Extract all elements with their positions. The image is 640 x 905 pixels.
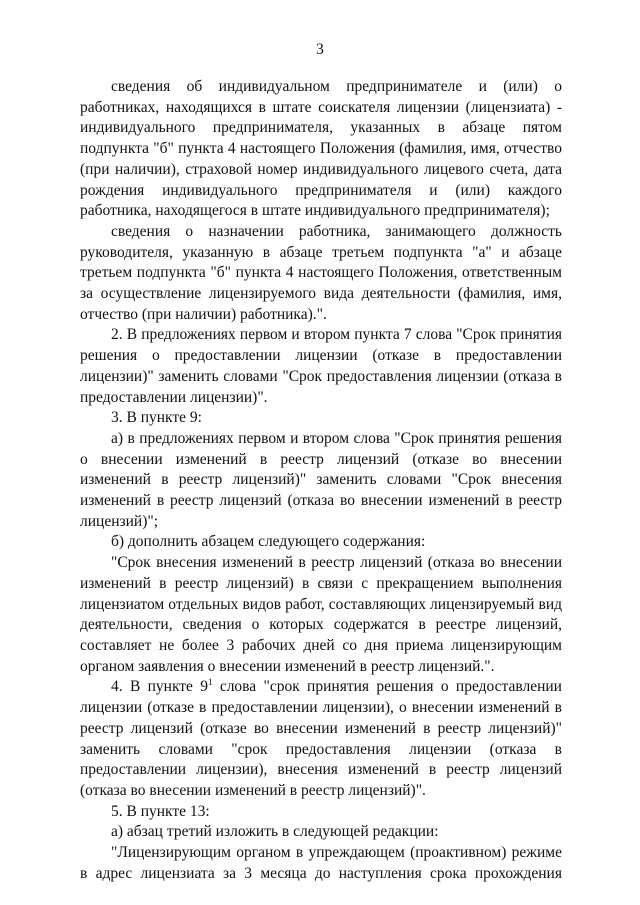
paragraph-individual-entrepreneur-info: сведения об индивидуальном предпринимателе и (или) о работниках, находящихся в штате соискателя лицензии (лицензиата) - индивидуального предпринимателя, указанных в абзаце пятом подпункта "б" пункта 4 настоящего Положения (фамилия, имя, отчество (при наличии), страховой номер индивидуального лицевого счета, дата рождения индивидуального предпринимателя и (или) каждого работника, находящегося в штате индивидуального предпринимателя);	[80, 78, 562, 220]
paragraph-item-4-superscript: 1	[208, 677, 213, 688]
paragraph-item-5a-quote: "Лицензирующим органом в упреждающем (проактивном) режиме в адрес лицензиата за 3 месяца до наступления срока прохождения	[80, 844, 562, 882]
paragraph-item-4-start: 4. В пункте 9	[111, 678, 208, 696]
paragraph-item-3-heading: 3. В пункте 9:	[111, 409, 202, 427]
paragraph-item-4-rest: слова "срок принятия решения о предоставлении лицензии (отказе в предоставлении лицензии), о внесении изменений в реестр лицензий (отказе во внесении изменений в реестр лицензий)" заменить словами "срок предоставления лицензии (отказа в предоставлении лицензии), внесения изменений в реестр лицензий (отказа во внесении изменений в реестр лицензий)".	[80, 678, 562, 799]
paragraph-item-3a: а) в предложениях первом и втором слова "Срок принятия решения о внесении изменений в реестр лицензий (отказе во внесении изменений в реестр лицензий)" заменить словами "Срок внесения изменений в реестр лицензий (отказа во внесении изменений в реестр лицензий)";	[80, 429, 562, 530]
paragraph-manager-appointment-info: сведения о назначении работника, занимающего должность руководителя, указанную в абзаце третьем подпункта "а" и абзаце третьем подпункта "б" пункта 4 настоящего Положения, ответственным за осуществление лицензируемого вида деятельности (фамилия, имя, отчество (при наличии) работника).".	[80, 222, 562, 323]
paragraph-item-4	[80, 677, 562, 801]
paragraph-item-5a: а) абзац третий изложить в следующей редакции:	[111, 823, 439, 841]
document-body	[80, 77, 562, 884]
paragraph-item-5-heading: 5. В пункте 13:	[111, 802, 210, 820]
paragraph-item-3b: б) дополнить абзацем следующего содержания:	[111, 533, 426, 551]
page-number: 3	[316, 41, 324, 58]
paragraph-item-3b-quote: "Срок внесения изменений в реестр лицензий (отказа во внесении изменений в реестр лицензий) в связи с прекращением выполнения лицензиатом отдельных видов работ, составляющих лицензируемый вид деятельности, сведения о которых содержатся в реестре лицензий, составляет не более 3 рабочих дней со дня приема лицензирующим органом заявления о внесении изменений в реестр лицензий.".	[80, 554, 562, 675]
paragraph-item-2: 2. В предложениях первом и втором пункта 7 слова "Срок принятия решения о предоставлении лицензии (отказе в предоставлении лицензии)" заменить словами "Срок предоставления лицензии (отказа в предоставлении лицензии)".	[80, 326, 562, 406]
